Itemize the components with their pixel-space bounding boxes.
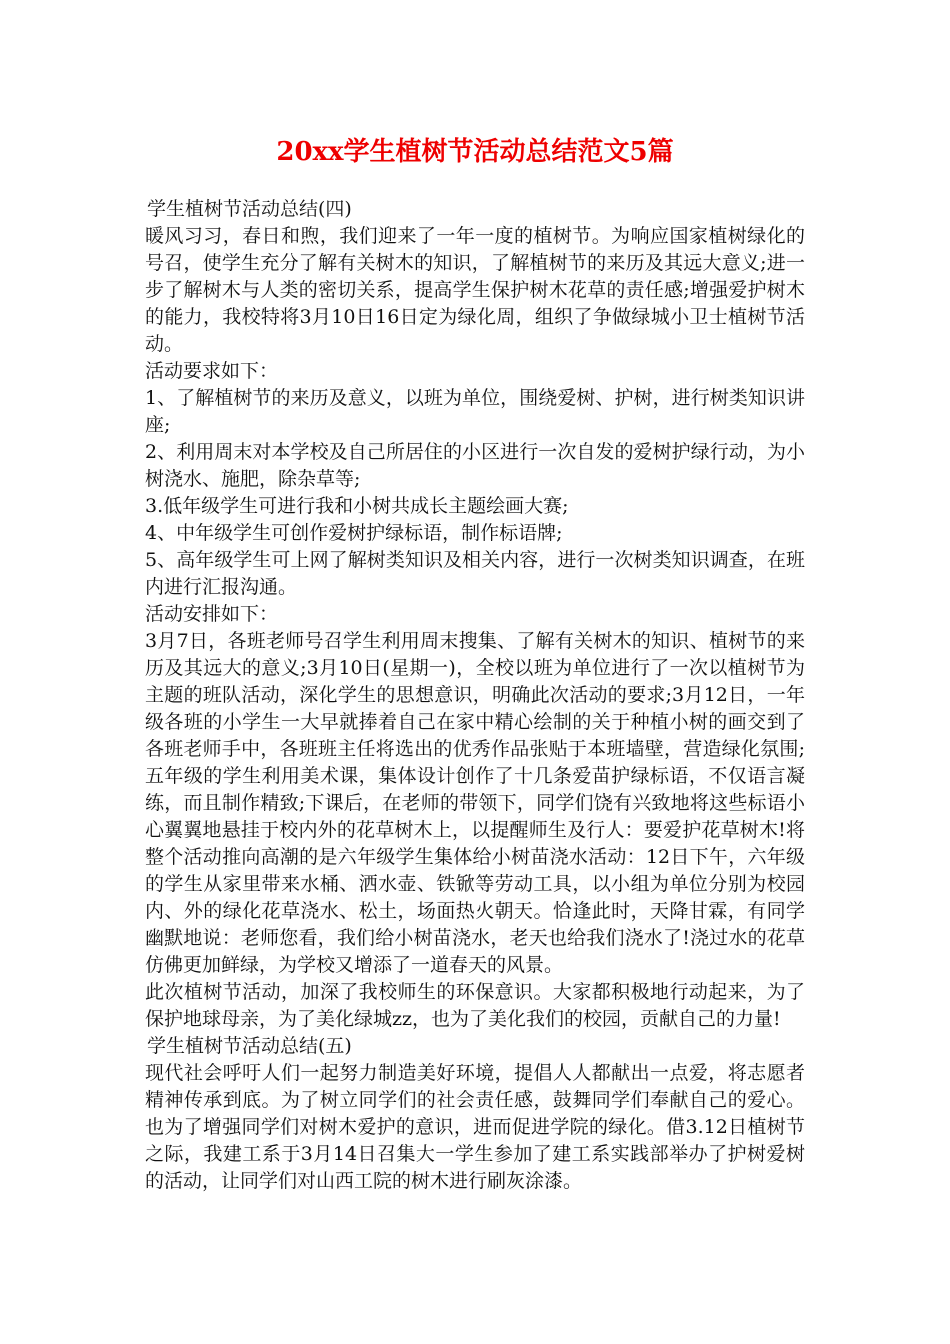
paragraph-conclusion: 此次植树节活动，加深了我校师生的环保意识。大家都积极地行动起来，为了保护地球母亲，为了美化绿城zz，也为了美化我们的校园，贡献自己的力量!: [145, 981, 805, 1030]
paragraph-section-5-intro: 现代社会呼吁人们一起努力制造美好环境，提倡人人都献出一点爱，将志愿者精神传承到底。为了树立同学们的社会责任感，鼓舞同学们奉献自己的爱心。也为了增强同学们对树木爱护的意识，进而促进学院的绿化。借3.12日植树节之际，我建工系于3月14日召集大一学生参加了建工系实践部举办了护树爱树的活动，让同学们对山西工院的树木进行刷灰涂漆。: [145, 1062, 805, 1192]
list-item-requirement-5: 5、高年级学生可上网了解树类知识及相关内容，进行一次树类知识调查，在班内进行汇报沟通。: [145, 549, 805, 598]
list-item-requirement-3: 3.低年级学生可进行我和小树共成长主题绘画大赛;: [145, 495, 569, 517]
section-heading-5: 学生植树节活动总结(五): [147, 1035, 352, 1057]
list-item-requirement-1: 1、了解植树节的来历及意义，以班为单位，围绕爱树、护树，进行树类知识讲座;: [145, 387, 805, 436]
document-title: 20xx学生植树节活动总结范文5篇: [276, 137, 674, 167]
list-item-requirement-2: 2、利用周末对本学校及自己所居住的小区进行一次自发的爱树护绿行动，为小树浇水、施肥，除杂草等;: [145, 441, 805, 490]
document-body: [145, 196, 805, 1195]
section-heading-4: 学生植树节活动总结(四): [147, 198, 352, 220]
paragraph-schedule: 3月7日，各班老师号召学生利用周末搜集、了解有关树木的知识、植树节的来历及其远大的意义;3月10日(星期一)，全校以班为单位进行了一次以植树节为主题的班队活动，深化学生的思想意识，明确此次活动的要求;3月12日，一年级各班的小学生一大早就捧着自己在家中精心绘制的关于种植小树的画交到了各班老师手中，各班班主任将选出的优秀作品张贴于本班墙壁，营造绿化氛围;五年级的学生利用美术课，集体设计创作了十几条爱苗护绿标语，不仅语言凝练，而且制作精致;下课后，在老师的带领下，同学们饶有兴致地将这些标语小心翼翼地悬挂于校内外的花草树木上，以提醒师生及行人：要爱护花草树木!将整个活动推向高潮的是六年级学生集体给小树苗浇水活动：12日下午，六年级的学生从家里带来水桶、洒水壶、铁锨等劳动工具，以小组为单位分别为校园内、外的绿化花草浇水、松土，场面热火朝天。恰逢此时，天降甘霖，有同学幽默地说：老师您看，我们给小树苗浇水，老天也给我们浇水了!浇过水的花草仿佛更加鲜绿，为学校又增添了一道春天的风景。: [145, 630, 805, 976]
list-item-requirement-4: 4、中年级学生可创作爱树护绿标语，制作标语牌;: [145, 522, 563, 544]
paragraph-schedule-heading: 活动安排如下：: [145, 603, 279, 625]
paragraph-requirements-heading: 活动要求如下：: [145, 360, 279, 382]
paragraph-intro: 暖风习习，春日和煦，我们迎来了一年一度的植树节。为响应国家植树绿化的号召，使学生充分了解有关树木的知识，了解植树节的来历及其远大意义;进一步了解树木与人类的密切关系，提高学生保护树木花草的责任感;增强爱护树木的能力，我校特将3月10日16日定为绿化周，组织了争做绿城小卫士植树节活动。: [145, 225, 805, 355]
